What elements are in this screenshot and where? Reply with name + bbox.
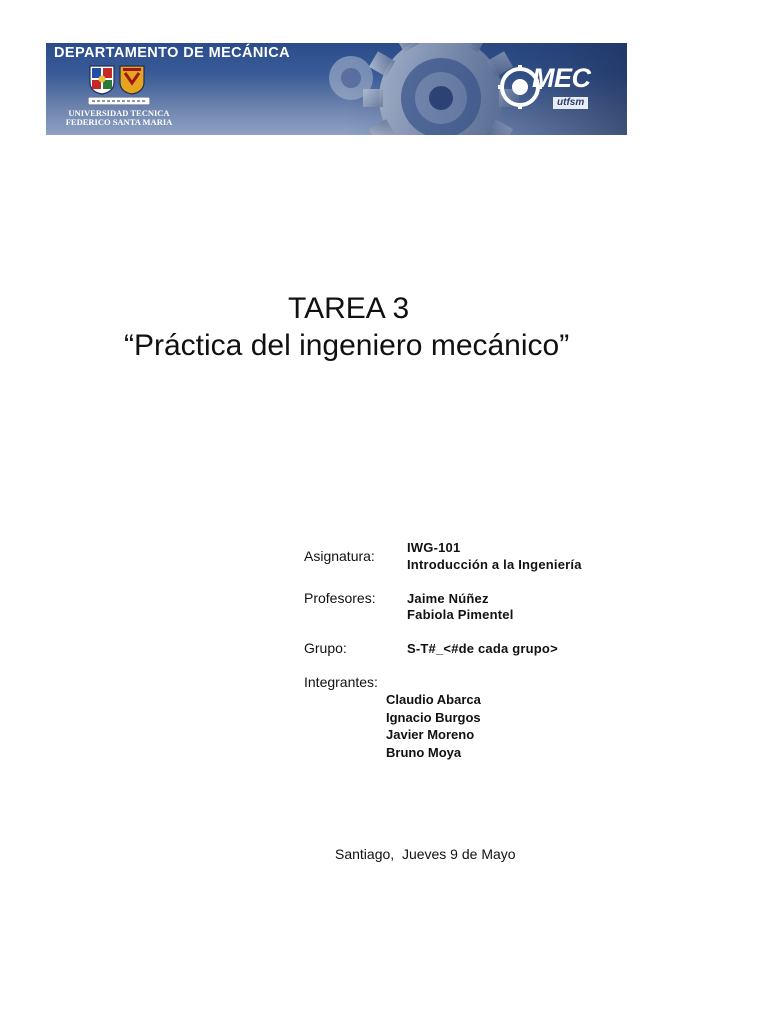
department-banner (46, 43, 627, 135)
integrantes-label: Integrantes: (304, 674, 378, 690)
mec-logo-text: MEC (532, 63, 591, 93)
department-title: DEPARTAMENTO DE MECÁNICA (54, 45, 290, 61)
university-name-line2: FEDERICO SANTA MARIA (65, 117, 173, 127)
assignment-title: “Práctica del ingeniero mecánico” (124, 329, 570, 362)
course-code: IWG-101 (407, 540, 461, 555)
grupo-label: Grupo: (304, 640, 347, 656)
profesores-label: Profesores: (304, 590, 376, 606)
member-name: Claudio Abarca (386, 692, 481, 707)
member-name: Javier Moreno (386, 727, 475, 742)
course-name: Introducción a la Ingeniería (407, 557, 582, 572)
crest-ribbon (88, 97, 150, 105)
professor-name: Jaime Núñez (407, 591, 489, 606)
member-name: Ignacio Burgos (386, 710, 481, 725)
group-value: S-T#_<#de cada grupo> (407, 641, 558, 656)
university-name-line1: UNIVERSIDAD TECNICA (68, 108, 170, 118)
member-name: Bruno Moya (386, 745, 462, 760)
university-name (64, 109, 174, 127)
asignatura-label: Asignatura: (304, 548, 375, 564)
place-and-date: Santiago, Jueves 9 de Mayo (335, 846, 516, 862)
university-shield-icon (89, 65, 115, 95)
crest-shield-icon (119, 65, 145, 95)
assignment-number: TAREA 3 (288, 292, 410, 325)
professor-name: Fabiola Pimentel (407, 607, 514, 622)
mec-logo-subtext: utfsm (553, 97, 588, 109)
